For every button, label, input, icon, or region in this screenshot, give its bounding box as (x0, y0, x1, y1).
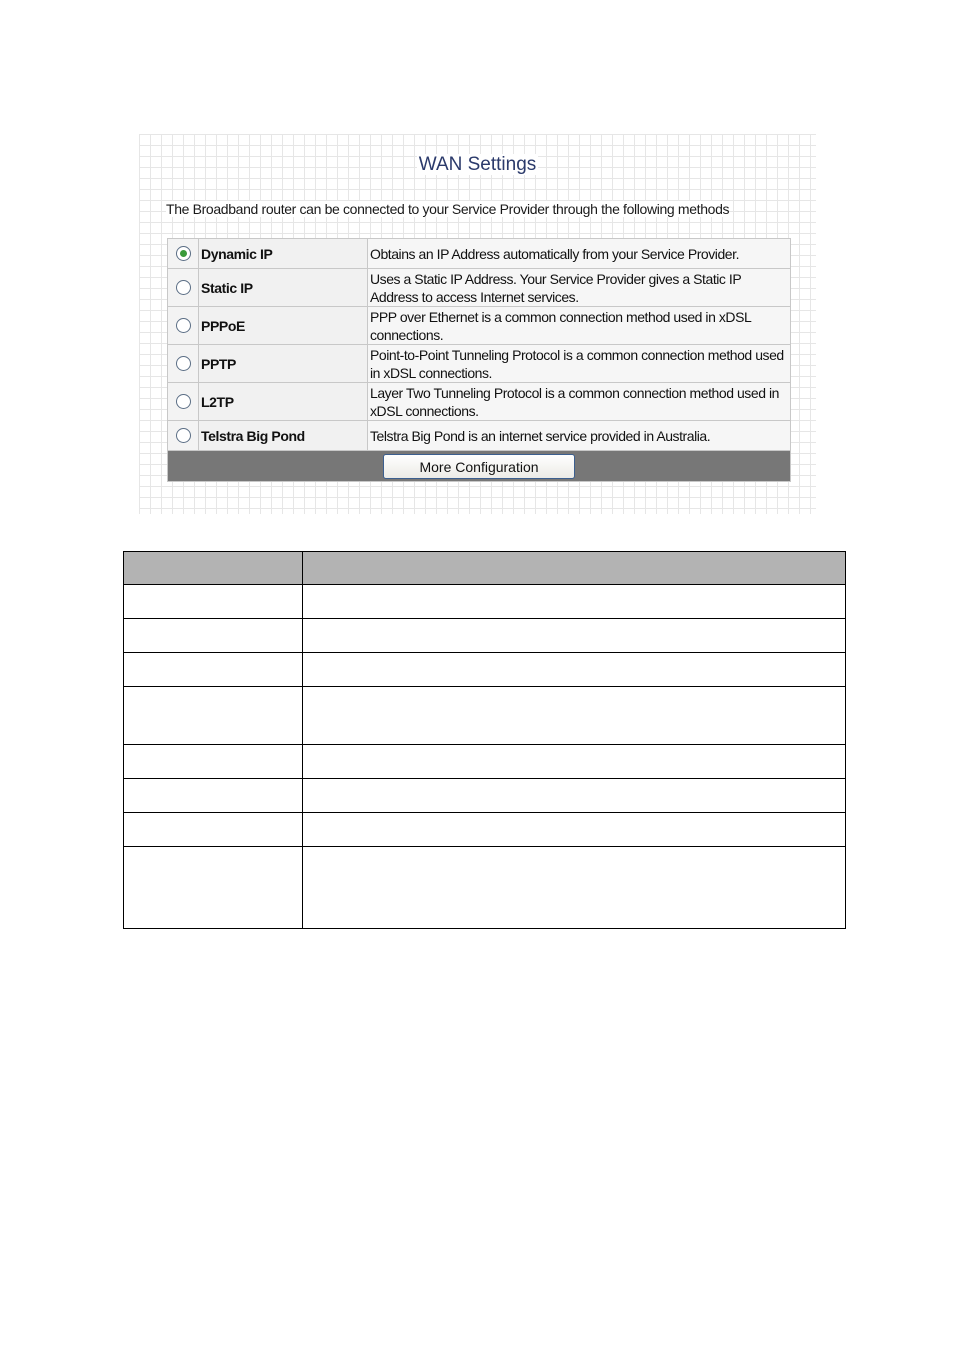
table-row (124, 653, 846, 687)
table-cell (303, 847, 846, 929)
method-name: PPPoE (199, 307, 368, 345)
radio-l2tp[interactable] (176, 394, 191, 409)
radio-cell[interactable] (168, 307, 199, 345)
method-name: Dynamic IP (199, 239, 368, 269)
table-header-row (124, 552, 846, 585)
table-cell (124, 619, 303, 653)
wan-settings-panel (139, 134, 816, 514)
table-row (124, 687, 846, 745)
method-name: PPTP (199, 345, 368, 383)
button-bar-cell (168, 451, 791, 482)
radio-dynamic-ip[interactable] (176, 246, 191, 261)
table-cell (303, 653, 846, 687)
wan-method-table (167, 238, 791, 482)
table-row (124, 847, 846, 929)
more-configuration-button[interactable]: More Configuration (383, 454, 575, 479)
table-cell (124, 779, 303, 813)
table-cell (124, 813, 303, 847)
button-bar (168, 451, 791, 482)
method-description: Obtains an IP Address automatically from your Service Provider. (368, 239, 791, 269)
table-cell (303, 687, 846, 745)
method-description: PPP over Ethernet is a common connection method used in xDSL connections. (368, 307, 791, 345)
table-row (124, 585, 846, 619)
table-row (124, 779, 846, 813)
method-description: Uses a Static IP Address. Your Service Provider gives a Static IP Address to access Internet services. (368, 269, 791, 307)
page-title: WAN Settings (418, 154, 537, 175)
table-row (124, 619, 846, 653)
table-cell (124, 847, 303, 929)
table-row (124, 745, 846, 779)
radio-pppoe[interactable] (176, 318, 191, 333)
method-row-dynamic-ip[interactable] (168, 239, 791, 269)
method-row-telstra-big-pond[interactable] (168, 421, 791, 451)
table-cell (303, 779, 846, 813)
radio-cell[interactable] (168, 421, 199, 451)
method-row-pptp[interactable] (168, 345, 791, 383)
table-cell (124, 687, 303, 745)
radio-telstra-big-pond[interactable] (176, 428, 191, 443)
radio-pptp[interactable] (176, 356, 191, 371)
table-cell (303, 745, 846, 779)
table-cell (124, 585, 303, 619)
method-row-pppoe[interactable] (168, 307, 791, 345)
radio-static-ip[interactable] (176, 280, 191, 295)
method-description: Telstra Big Pond is an internet service provided in Australia. (368, 421, 791, 451)
radio-cell[interactable] (168, 269, 199, 307)
method-description: Layer Two Tunneling Protocol is a common connection method used in xDSL connections. (368, 383, 791, 421)
table-header-cell (124, 552, 303, 585)
radio-cell[interactable] (168, 239, 199, 269)
table-cell (124, 653, 303, 687)
radio-cell[interactable] (168, 345, 199, 383)
table-header-cell (303, 552, 846, 585)
method-row-static-ip[interactable] (168, 269, 791, 307)
radio-cell[interactable] (168, 383, 199, 421)
method-row-l2tp[interactable] (168, 383, 791, 421)
description-table (123, 551, 846, 929)
method-name: Telstra Big Pond (199, 421, 368, 451)
method-name: Static IP (199, 269, 368, 307)
intro-text: The Broadband router can be connected to your Service Provider through the following methods (166, 201, 730, 217)
method-name: L2TP (199, 383, 368, 421)
table-cell (303, 585, 846, 619)
table-cell (303, 813, 846, 847)
table-cell (124, 745, 303, 779)
table-row (124, 813, 846, 847)
method-description: Point-to-Point Tunneling Protocol is a common connection method used in xDSL connections. (368, 345, 791, 383)
table-cell (303, 619, 846, 653)
